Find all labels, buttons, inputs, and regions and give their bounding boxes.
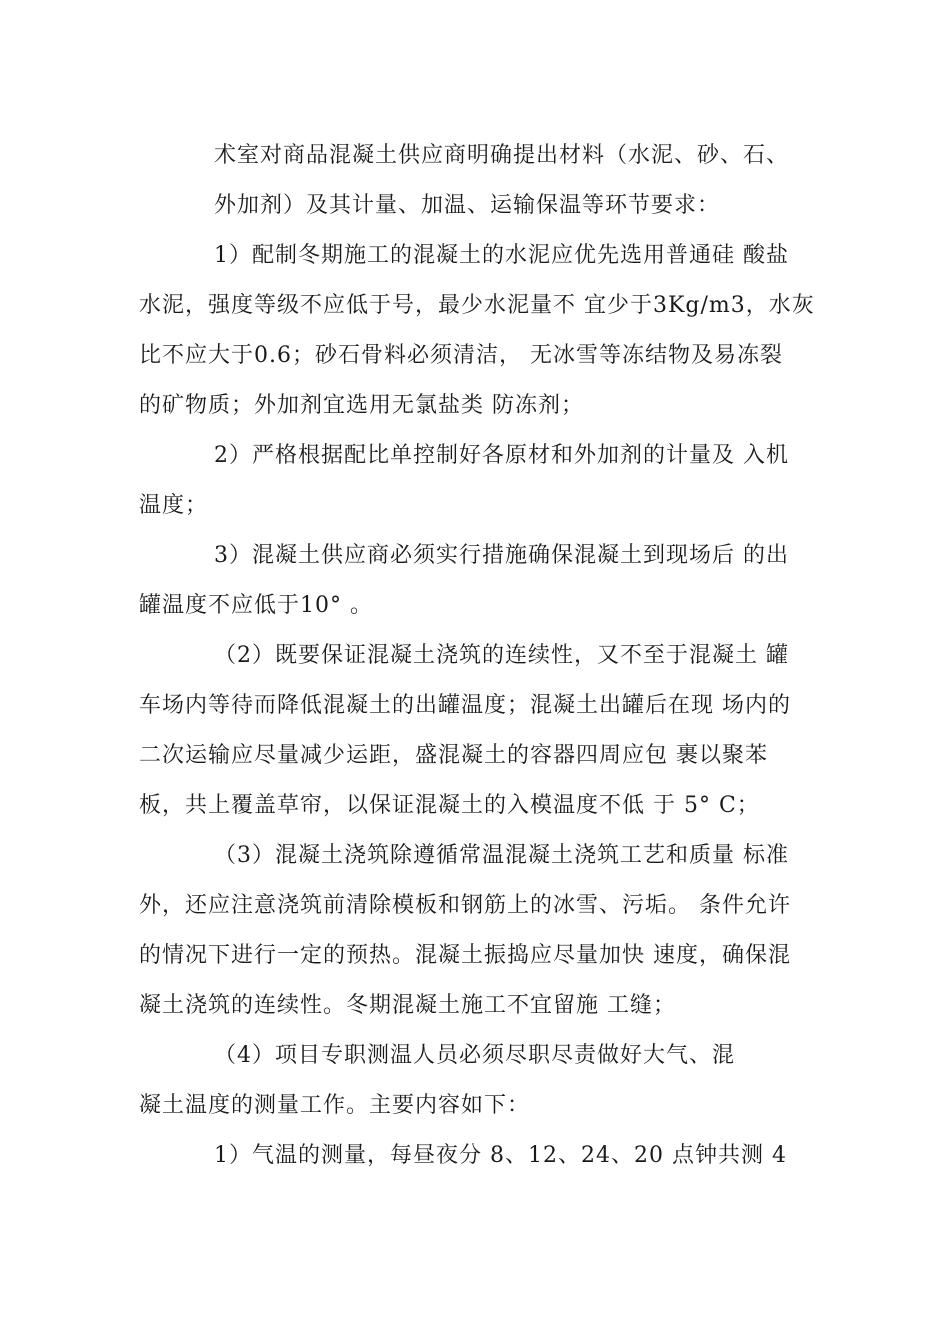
text-line-13: 二次运输应尽量减少运距，盛混凝土的容器四周应包 裹以聚苯 [139, 743, 768, 768]
text-line-7: 2）严格根据配比单控制好各原材和外加剂的计量及 入机 [214, 443, 789, 468]
text-line-11: （2）既要保证混凝土浇筑的连续性，又不至于混凝土 罐 [214, 643, 789, 668]
text-line-12: 车场内等待而降低混凝土的出罐温度；混凝土出罐后在现 场内的 [139, 693, 791, 718]
text-line-6: 的矿物质；外加剂宜选用无氯盐类 防冻剂； [139, 393, 584, 418]
text-line-14: 板，共上覆盖草帘，以保证混凝土的入模温度不低 于 5° C； [139, 793, 760, 818]
text-line-5: 比不应大于0.6；砂石骨料必须清洁， 无冰雪等冻结物及易冻裂 [139, 343, 783, 368]
text-line-17: 的情况下进行一定的预热。混凝土振捣应尽量加快 速度，确保混 [139, 943, 791, 968]
text-line-19: （4）项目专职测温人员必须尽职尽责做好大气、混 [214, 1043, 735, 1068]
text-line-9: 3）混凝土供应商必须实行措施确保混凝土到现场后 的出 [214, 543, 789, 568]
text-line-8: 温度； [139, 493, 209, 518]
text-line-18: 凝土浇筑的连续性。冬期混凝土施工不宜留施 工缝； [139, 993, 676, 1018]
text-line-2: 外加剂）及其计量、加温、运输保温等环节要求： [214, 193, 721, 218]
text-line-1: 术室对商品混凝土供应商明确提出材料（水泥、砂、石、 [214, 143, 790, 168]
text-line-3: 1）配制冬期施工的混凝土的水泥应优先选用普通硅 酸盐 [214, 243, 789, 268]
text-line-15: （3）混凝土浇筑除遵循常温混凝土浇筑工艺和质量 标准 [214, 843, 789, 868]
text-line-4: 水泥，强度等级不应低于号，最少水泥量不 宜少于3Kg/m3，水灰 [139, 293, 815, 318]
text-line-21: 1）气温的测量，每昼夜分 8、12、24、20 点钟共测 4 [214, 1143, 787, 1168]
text-line-16: 外，还应注意浇筑前清除模板和钢筋上的冰雪、污垢。 条件允许 [139, 893, 791, 918]
text-line-20: 凝土温度的测量工作。主要内容如下： [139, 1093, 531, 1118]
text-line-10: 罐温度不应低于10° 。 [139, 593, 373, 618]
